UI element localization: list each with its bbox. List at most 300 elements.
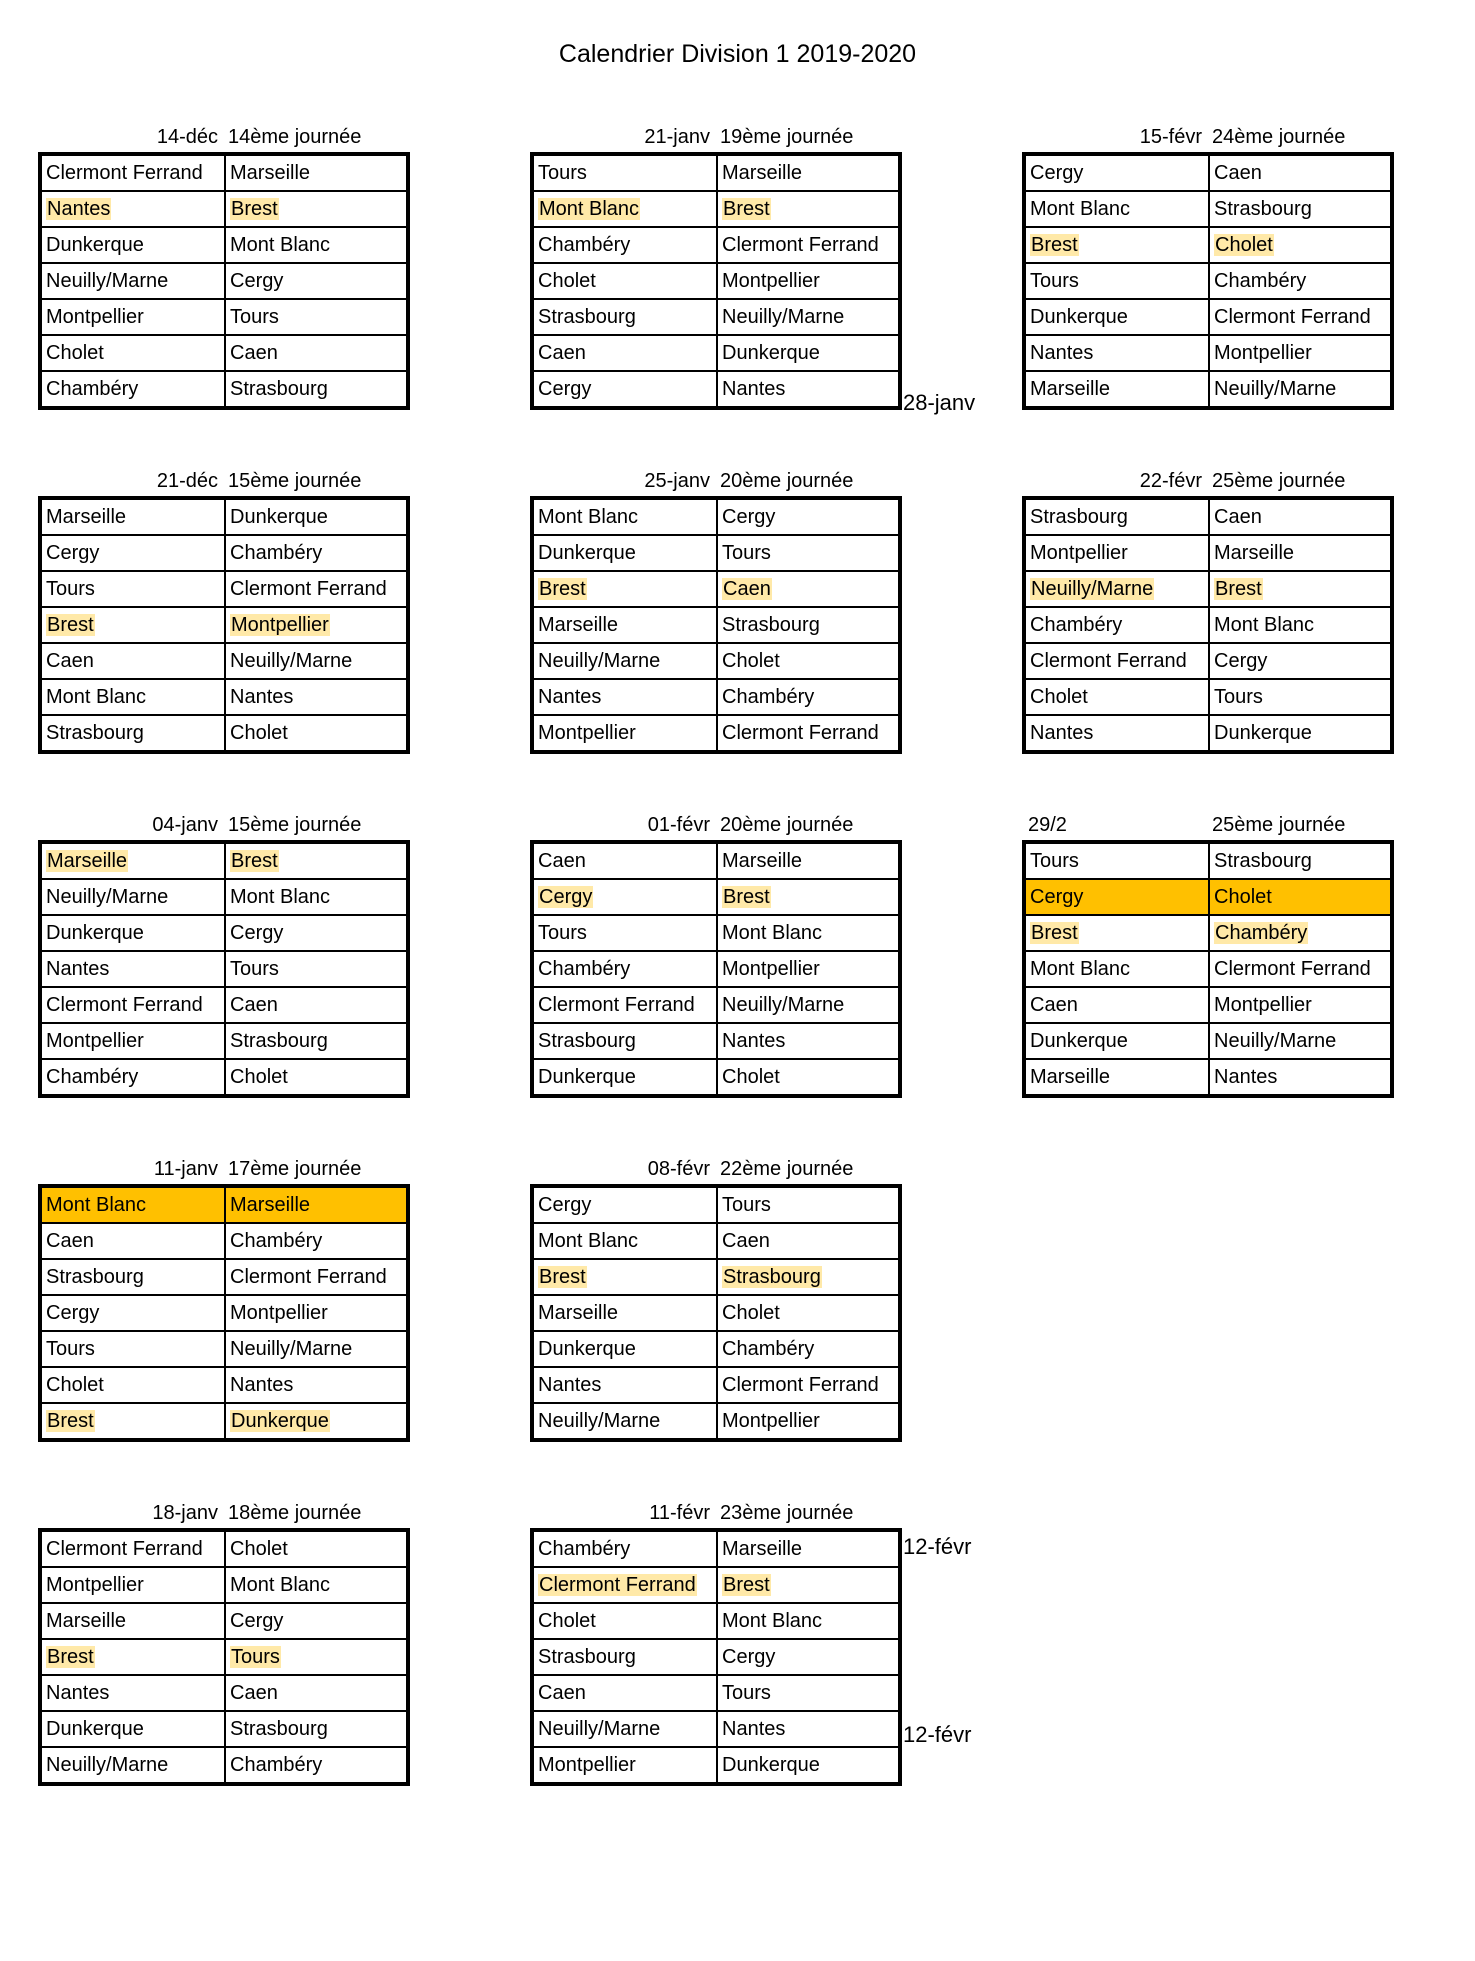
fixture-row [532,1567,900,1603]
away-team-cell [717,1059,900,1096]
away-team-name: Mont Blanc [722,1609,823,1632]
home-team-cell [40,191,225,227]
home-team-name: Chambéry [538,1537,631,1560]
home-team-cell [532,879,717,915]
home-team-cell [40,679,225,715]
home-team-name: Brest [539,1265,586,1288]
home-team-name: Caen [46,1229,94,1252]
away-team-cell [225,1711,408,1747]
home-team-cell [40,535,225,571]
away-team-cell [717,842,900,879]
matchday-round: 23ème journée [720,1502,854,1524]
away-team-name: Neuilly/Marne [230,649,353,672]
home-team-name: Mont Blanc [46,1193,147,1216]
home-team-name: Mont Blanc [538,505,639,528]
home-team-name: Tours [46,577,95,600]
away-team-cell [225,1023,408,1059]
home-team-name: Tours [1030,269,1079,292]
home-team-name: Clermont Ferrand [46,993,203,1016]
away-team-name: Mont Blanc [230,885,331,908]
home-team-name: Strasbourg [538,305,636,328]
home-team-cell [1024,607,1209,643]
away-team-name: Strasbourg [1214,197,1312,220]
home-team-name: Clermont Ferrand [46,1537,203,1560]
away-team-cell [1209,154,1392,191]
away-team-name: Brest [723,197,770,220]
away-team-name: Clermont Ferrand [1214,957,1371,980]
away-team-cell [717,1567,900,1603]
away-team-cell [1209,679,1392,715]
home-team-name: Neuilly/Marne [46,1753,169,1776]
away-team-name: Chambéry [722,685,815,708]
away-team-name: Clermont Ferrand [1214,305,1371,328]
fixture-row [1024,299,1392,335]
away-team-cell [225,1530,408,1567]
home-team-name: Tours [46,1337,95,1360]
home-team-cell [1024,227,1209,263]
away-team-name: Brest [1215,577,1262,600]
side-note-date: 28-janv [903,390,976,415]
fixture-row [40,1023,408,1059]
home-team-name: Mont Blanc [1030,197,1131,220]
away-team-name: Cergy [1214,649,1268,672]
home-team-name: Dunkerque [538,541,636,564]
away-team-name: Chambéry [230,1753,323,1776]
away-team-name: Chambéry [1214,269,1307,292]
fixture-row [1024,227,1392,263]
home-team-cell [532,1711,717,1747]
away-team-name: Dunkerque [231,1409,329,1432]
fixture-row [532,1403,900,1440]
fixture-row [1024,987,1392,1023]
fixture-row [40,371,408,408]
fixture-row [40,1259,408,1295]
away-team-name: Neuilly/Marne [230,1337,353,1360]
fixture-row [532,1259,900,1295]
away-team-name: Marseille [1214,541,1295,564]
matchday-block [1022,804,1394,1098]
matchday-round: 17ème journée [228,1158,362,1180]
away-team-name: Cergy [722,1645,776,1668]
home-team-cell [40,1059,225,1096]
away-team-name: Chambéry [722,1337,815,1360]
matchday-round: 20ème journée [720,814,854,836]
home-team-name: Clermont Ferrand [1030,649,1187,672]
away-team-name: Montpellier [722,269,820,292]
away-team-cell [717,154,900,191]
away-team-name: Marseille [722,161,803,184]
away-team-name: Nantes [722,1029,786,1052]
away-team-cell [1209,335,1392,371]
matchday-header [1022,116,1394,152]
away-team-cell [717,915,900,951]
home-team-name: Clermont Ferrand [46,161,203,184]
home-team-name: Nantes [538,685,602,708]
away-team-cell [1209,715,1392,752]
home-team-name: Marseille [47,849,128,872]
away-team-name: Nantes [722,1717,786,1740]
matchday-block [38,116,410,410]
fixture-row [532,1639,900,1675]
home-team-cell [1024,643,1209,679]
away-team-cell [717,1675,900,1711]
home-team-name: Marseille [46,505,127,528]
away-team-name: Montpellier [230,1301,328,1324]
home-team-cell [40,227,225,263]
home-team-name: Neuilly/Marne [538,649,661,672]
away-team-cell [717,1639,900,1675]
home-team-cell [532,498,717,535]
home-team-cell [1024,535,1209,571]
home-team-cell [1024,299,1209,335]
fixtures-table [38,1184,410,1442]
home-team-cell [532,1223,717,1259]
fixture-row [532,951,900,987]
matchday-date: 14-déc [156,126,218,148]
fixtures-table [1022,152,1394,410]
fixture-row [532,1711,900,1747]
home-team-name: Brest [47,1645,94,1668]
home-team-name: Neuilly/Marne [538,1717,661,1740]
away-team-cell [225,1747,408,1784]
away-team-cell [717,335,900,371]
home-team-name: Brest [47,613,94,636]
away-team-cell [717,1711,900,1747]
matchday-header [530,460,902,496]
away-team-cell [225,1223,408,1259]
away-team-name: Strasbourg [1214,849,1312,872]
home-team-name: Cholet [46,341,104,364]
home-team-name: Cergy [538,377,592,400]
away-team-cell [717,1223,900,1259]
home-team-name: Chambéry [1030,613,1123,636]
fixture-row [40,951,408,987]
away-team-name: Strasbourg [722,613,820,636]
away-team-name: Cholet [1215,233,1273,256]
away-team-name: Cholet [1214,885,1272,908]
home-team-cell [1024,879,1209,915]
fixture-row [532,1675,900,1711]
home-team-name: Caen [1030,993,1078,1016]
away-team-cell [225,679,408,715]
away-team-cell [225,299,408,335]
fixture-row [40,227,408,263]
matchday-round: 15ème journée [228,470,362,492]
home-team-cell [40,951,225,987]
fixture-row [40,915,408,951]
fixture-row [532,715,900,752]
away-team-name: Tours [231,1645,280,1668]
home-team-cell [532,1023,717,1059]
away-team-name: Dunkerque [722,1753,820,1776]
away-team-cell [225,1567,408,1603]
home-team-name: Marseille [1030,1065,1111,1088]
away-team-name: Tours [722,1193,771,1216]
away-team-cell [717,263,900,299]
home-team-cell [1024,1023,1209,1059]
home-team-name: Clermont Ferrand [539,1573,696,1596]
fixture-row [40,1186,408,1223]
away-team-cell [717,879,900,915]
away-team-cell [717,1530,900,1567]
home-team-name: Marseille [538,613,619,636]
away-team-cell [1209,498,1392,535]
away-team-name: Caen [230,993,278,1016]
home-team-name: Caen [46,649,94,672]
fixture-row [1024,335,1392,371]
home-team-cell [532,1603,717,1639]
matchday-date: 29/2 [1028,814,1067,836]
away-team-cell [225,1331,408,1367]
home-team-name: Caen [538,849,586,872]
home-team-name: Mont Blanc [1030,957,1131,980]
fixture-row [532,191,900,227]
home-team-name: Cergy [538,1193,592,1216]
fixture-row [532,154,900,191]
home-team-cell [532,371,717,408]
matchday-date: 22-févr [1139,470,1202,492]
fixture-row [532,1603,900,1639]
fixture-row [532,299,900,335]
matchday-date: 11-févr [649,1502,710,1524]
home-team-name: Strasbourg [46,1265,144,1288]
away-team-name: Marseille [230,161,311,184]
fixture-row [1024,842,1392,879]
matchday-round: 24ème journée [1212,126,1346,148]
home-team-name: Strasbourg [1030,505,1128,528]
home-team-cell [532,571,717,607]
away-team-cell [1209,299,1392,335]
fixture-row [1024,715,1392,752]
away-team-name: Strasbourg [230,1029,328,1052]
fixture-row [40,607,408,643]
matchday-block [38,804,410,1098]
matchday-round: 15ème journée [228,814,362,836]
away-team-cell [717,191,900,227]
matchday-round: 19ème journée [720,126,854,148]
home-team-cell [532,951,717,987]
home-team-name: Chambéry [538,957,631,980]
home-team-cell [532,715,717,752]
away-team-name: Tours [230,305,279,328]
matchday-header [38,804,410,840]
page-title: Calendrier Division 1 2019-2020 [558,40,917,68]
away-team-name: Mont Blanc [722,921,823,944]
fixture-row [532,371,900,408]
home-team-cell [532,987,717,1023]
matchday-header [38,1492,410,1528]
matchday-header [38,1148,410,1184]
home-team-cell [532,1331,717,1367]
away-team-name: Marseille [230,1193,311,1216]
away-team-name: Cholet [722,1065,780,1088]
home-team-name: Marseille [538,1301,619,1324]
away-team-name: Chambéry [230,1229,323,1252]
away-team-name: Neuilly/Marne [1214,1029,1337,1052]
fixture-row [1024,535,1392,571]
home-team-cell [532,915,717,951]
away-team-name: Tours [722,1681,771,1704]
fixture-row [532,571,900,607]
home-team-name: Nantes [1030,341,1094,364]
fixture-row [532,1223,900,1259]
matchday-round: 18ème journée [228,1502,362,1524]
matchday-block [530,460,902,754]
fixture-row [532,915,900,951]
away-team-cell [717,1603,900,1639]
away-team-cell [1209,535,1392,571]
home-team-cell [532,299,717,335]
away-team-cell [225,498,408,535]
away-team-cell [225,1367,408,1403]
matchday-date: 21-janv [644,126,710,148]
away-team-name: Nantes [230,685,294,708]
home-team-name: Montpellier [46,305,144,328]
fixture-row [40,1603,408,1639]
away-team-name: Montpellier [722,957,820,980]
home-team-cell [532,643,717,679]
fixture-row [532,1186,900,1223]
away-team-cell [225,571,408,607]
away-team-cell [717,1331,900,1367]
fixtures-table [530,152,902,410]
home-team-cell [40,915,225,951]
home-team-name: Dunkerque [538,1065,636,1088]
home-team-cell [40,1747,225,1784]
fixture-row [532,1023,900,1059]
home-team-cell [1024,951,1209,987]
fixture-row [1024,154,1392,191]
home-team-name: Mont Blanc [539,197,640,220]
matchday-block [38,460,410,754]
away-team-cell [717,1403,900,1440]
home-team-name: Dunkerque [46,1717,144,1740]
home-team-name: Neuilly/Marne [46,885,169,908]
home-team-name: Strasbourg [538,1645,636,1668]
home-team-cell [40,571,225,607]
home-team-cell [40,1367,225,1403]
home-team-name: Nantes [46,1681,110,1704]
fixture-row [532,1295,900,1331]
away-team-name: Brest [723,1573,770,1596]
away-team-cell [717,371,900,408]
fixture-row [1024,1023,1392,1059]
home-team-cell [40,299,225,335]
home-team-cell [40,371,225,408]
away-team-cell [717,679,900,715]
away-team-name: Montpellier [722,1409,820,1432]
away-team-name: Montpellier [1214,993,1312,1016]
away-team-cell [1209,1023,1392,1059]
fixture-row [40,154,408,191]
home-team-cell [40,1639,225,1675]
home-team-name: Dunkerque [1030,305,1128,328]
matchday-date: 08-févr [647,1158,710,1180]
away-team-cell [225,1186,408,1223]
away-team-cell [225,951,408,987]
fixture-row [40,299,408,335]
matchday-date: 25-janv [644,470,710,492]
away-team-cell [1209,842,1392,879]
home-team-cell [40,715,225,752]
home-team-cell [532,1639,717,1675]
home-team-name: Chambéry [46,377,139,400]
home-team-cell [532,679,717,715]
away-team-name: Brest [231,197,278,220]
fixture-row [40,1747,408,1784]
away-team-name: Chambéry [1215,921,1308,944]
matchday-round: 14ème journée [228,126,362,148]
home-team-name: Montpellier [538,721,636,744]
fixture-row [1024,498,1392,535]
home-team-name: Nantes [47,197,111,220]
away-team-cell [1209,879,1392,915]
home-team-cell [40,1675,225,1711]
home-team-cell [40,1186,225,1223]
fixtures-table [1022,496,1394,754]
away-team-cell [717,607,900,643]
away-team-cell [1209,643,1392,679]
away-team-cell [1209,1059,1392,1096]
fixtures-table [530,840,902,1098]
away-team-name: Dunkerque [1214,721,1312,744]
fixture-row [40,987,408,1023]
away-team-name: Caen [722,1229,770,1252]
matchday-block [38,1148,410,1442]
away-team-name: Mont Blanc [230,233,331,256]
fixture-row [40,1639,408,1675]
home-team-cell [1024,498,1209,535]
fixtures-table [530,1528,902,1786]
matchday-block [38,1492,410,1786]
away-team-name: Brest [231,849,278,872]
away-team-cell [225,371,408,408]
home-team-name: Neuilly/Marne [538,1409,661,1432]
home-team-name: Montpellier [1030,541,1128,564]
home-team-cell [532,154,717,191]
away-team-name: Tours [722,541,771,564]
away-team-cell [225,1639,408,1675]
fixture-row [532,1059,900,1096]
fixture-row [532,879,900,915]
fixtures-table [530,1184,902,1442]
home-team-cell [1024,715,1209,752]
home-team-cell [40,263,225,299]
away-team-cell [225,1295,408,1331]
away-team-cell [717,299,900,335]
away-team-cell [225,1675,408,1711]
fixture-row [532,335,900,371]
home-team-name: Marseille [1030,377,1111,400]
away-team-cell [717,1023,900,1059]
away-team-cell [717,715,900,752]
home-team-cell [532,1367,717,1403]
fixture-row [40,1331,408,1367]
away-team-name: Cergy [230,269,284,292]
home-team-cell [532,1059,717,1096]
home-team-cell [1024,571,1209,607]
away-team-cell [225,1603,408,1639]
away-team-cell [717,498,900,535]
away-team-name: Cholet [230,1065,288,1088]
fixture-row [532,607,900,643]
away-team-cell [225,987,408,1023]
fixture-row [40,1295,408,1331]
home-team-cell [40,1223,225,1259]
home-team-name: Nantes [538,1373,602,1396]
matchday-block [530,804,902,1098]
home-team-name: Nantes [1030,721,1094,744]
